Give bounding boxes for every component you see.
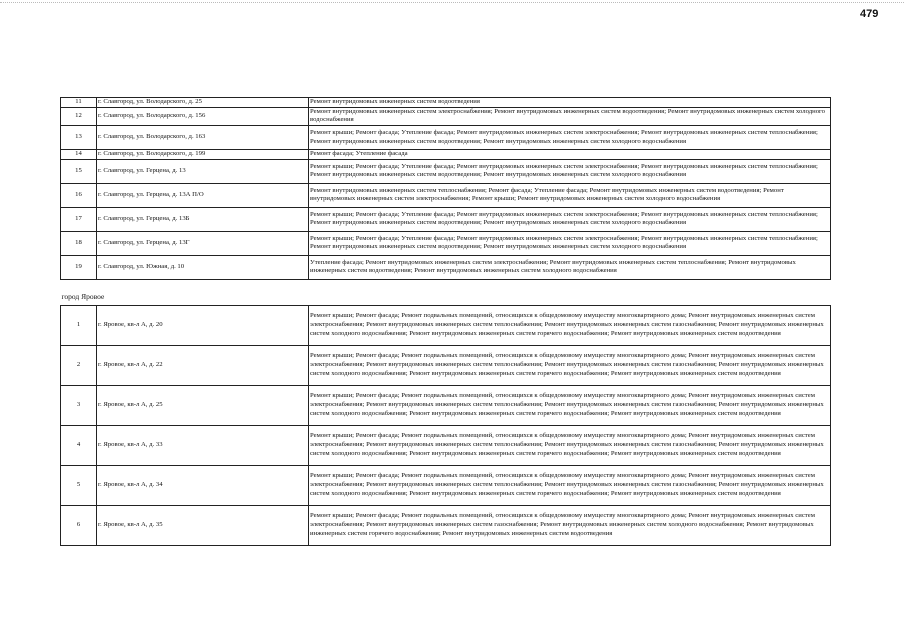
- works-cell: Ремонт крыши; Ремонт фасада; Утепление фасада; Ремонт внутридомовых инженерных систем электроснабжения; Ремонт внутридомовых инженерных систем теплоснабжения; Ремонт внутридомовых инженерных систем водоотведения; Ремонт внутридомовых инженерных систем холодного водоснабжения: [309, 231, 831, 255]
- table-row: [61, 425, 831, 465]
- table-row: [61, 385, 831, 425]
- row-number-cell: 17: [61, 207, 97, 231]
- works-cell: Ремонт крыши; Ремонт фасада; Утепление фасада; Ремонт внутридомовых инженерных систем электроснабжения; Ремонт внутридомовых инженерных систем теплоснабжения; Ремонт внутридомовых инженерных систем водоотведения; Ремонт внутридомовых инженерных систем холодного водоснабжения: [309, 126, 831, 150]
- address-cell: г. Яровое, кв-л А, д. 33: [97, 425, 309, 465]
- city-section-label: город Яровое: [61, 279, 831, 305]
- row-number-cell: 3: [61, 385, 97, 425]
- works-cell: Ремонт внутридомовых инженерных систем водоотведения: [309, 98, 831, 108]
- works-cell: Ремонт крыши; Ремонт фасада; Ремонт подвальных помещений, относящихся к общедомовому имуществу многоквартирного дома; Ремонт внутридомовых инженерных систем электроснабжения; Ремонт внутридомовых инженерных систем теплоснабжения; Ремонт внутридомовых инженерных систем газоснабжения; Ремонт внутридомовых инженерных систем холодного водоснабжения; Ремонт внутридомовых инженерных систем горячего водоснабжения; Ремонт внутридомовых инженерных систем водоотведения: [309, 305, 831, 345]
- table-row: [61, 159, 831, 183]
- row-number-cell: 12: [61, 107, 97, 125]
- row-number-cell: 15: [61, 159, 97, 183]
- repair-works-table: [60, 97, 831, 546]
- table-row: [61, 255, 831, 279]
- address-cell: г. Славгород, ул. Южная, д. 10: [97, 255, 309, 279]
- row-number-cell: 4: [61, 425, 97, 465]
- works-cell: Ремонт крыши; Ремонт фасада; Ремонт подвальных помещений, относящихся к общедомовому имуществу многоквартирного дома; Ремонт внутридомовых инженерных систем электроснабжения; Ремонт внутридомовых инженерных систем теплоснабжения; Ремонт внутридомовых инженерных систем газоснабжения; Ремонт внутридомовых инженерных систем холодного водоснабжения; Ремонт внутридомовых инженерных систем горячего водоснабжения; Ремонт внутридомовых инженерных систем водоотведения: [309, 385, 831, 425]
- address-cell: г. Славгород, ул. Герцена, д. 13А П/О: [97, 183, 309, 207]
- works-cell: Ремонт внутридомовых инженерных систем электроснабжения; Ремонт внутридомовых инженерных систем водоотведения; Ремонт внутридомовых инженерных систем холодного водоснабжения: [309, 107, 831, 125]
- row-number-cell: 13: [61, 126, 97, 150]
- address-cell: г. Славгород, ул. Герцена, д. 13Б: [97, 207, 309, 231]
- address-cell: г. Славгород, ул. Герцена, д. 13Г: [97, 231, 309, 255]
- table-row: [61, 150, 831, 160]
- address-cell: г. Яровое, кв-л А, д. 35: [97, 505, 309, 545]
- row-number-cell: 16: [61, 183, 97, 207]
- row-number-cell: 18: [61, 231, 97, 255]
- row-number-cell: 11: [61, 98, 97, 108]
- address-cell: г. Славгород, ул. Володарского, д. 199: [97, 150, 309, 160]
- address-cell: г. Яровое, кв-л А, д. 22: [97, 345, 309, 385]
- works-cell: Ремонт крыши; Ремонт фасада; Ремонт подвальных помещений, относящихся к общедомовому имуществу многоквартирного дома; Ремонт внутридомовых инженерных систем электроснабжения; Ремонт внутридомовых инженерных систем теплоснабжения; Ремонт внутридомовых инженерных систем газоснабжения; Ремонт внутридомовых инженерных систем холодного водоснабжения; Ремонт внутридомовых инженерных систем горячего водоснабжения; Ремонт внутридомовых инженерных систем водоотведения: [309, 345, 831, 385]
- row-number-cell: 1: [61, 305, 97, 345]
- row-number-cell: 5: [61, 465, 97, 505]
- repair-works-table-body: [61, 98, 831, 546]
- top-dotted-rule: [0, 2, 904, 3]
- table-row: [61, 465, 831, 505]
- table-row: [61, 98, 831, 108]
- table-row: [61, 505, 831, 545]
- address-cell: г. Яровое, кв-л А, д. 34: [97, 465, 309, 505]
- table-row: [61, 305, 831, 345]
- address-cell: г. Славгород, ул. Володарского, д. 163: [97, 126, 309, 150]
- address-cell: г. Яровое, кв-л А, д. 25: [97, 385, 309, 425]
- address-cell: г. Славгород, ул. Володарского, д. 25: [97, 98, 309, 108]
- table-row: [61, 345, 831, 385]
- works-cell: Ремонт внутридомовых инженерных систем теплоснабжения; Ремонт фасада; Утепление фасада; Ремонт внутридомовых инженерных систем водоотведения; Ремонт внутридомовых инженерных систем электроснабжения; Ремонт крыши; Ремонт внутридомовых инженерных систем холодного водоснабжения: [309, 183, 831, 207]
- works-cell: Ремонт фасада; Утепление фасада: [309, 150, 831, 160]
- works-cell: Ремонт крыши; Ремонт фасада; Ремонт подвальных помещений, относящихся к общедомовому имуществу многоквартирного дома; Ремонт внутридомовых инженерных систем электроснабжения; Ремонт внутридомовых инженерных систем теплоснабжения; Ремонт внутридомовых инженерных систем газоснабжения; Ремонт внутридомовых инженерных систем холодного водоснабжения; Ремонт внутридомовых инженерных систем горячего водоснабжения; Ремонт внутридомовых инженерных систем водоотведения: [309, 465, 831, 505]
- row-number-cell: 14: [61, 150, 97, 160]
- works-cell: Ремонт крыши; Ремонт фасада; Ремонт подвальных помещений, относящихся к общедомовому имуществу многоквартирного дома; Ремонт внутридомовых инженерных систем электроснабжения; Ремонт внутридомовых инженерных систем газоснабжения; Ремонт внутридомовых инженерных систем холодного водоснабжения; Ремонт внутридомовых инженерных систем горячего водоснабжения; Ремонт внутридомовых инженерных систем водоотведения: [309, 505, 831, 545]
- city-section-row: [61, 279, 831, 305]
- page-number: 479: [860, 8, 879, 20]
- table-row: [61, 231, 831, 255]
- works-cell: Утепление фасада; Ремонт внутридомовых инженерных систем электроснабжения; Ремонт внутридомовых инженерных систем теплоснабжения; Ремонт внутридомовых инженерных систем водоотведения; Ремонт внутридомовых инженерных систем холодного водоснабжения: [309, 255, 831, 279]
- address-cell: г. Яровое, кв-л А, д. 20: [97, 305, 309, 345]
- address-cell: г. Славгород, ул. Володарского, д. 156: [97, 107, 309, 125]
- row-number-cell: 6: [61, 505, 97, 545]
- table-row: [61, 107, 831, 125]
- works-cell: Ремонт крыши; Ремонт фасада; Утепление фасада; Ремонт внутридомовых инженерных систем электроснабжения; Ремонт внутридомовых инженерных систем теплоснабжения; Ремонт внутридомовых инженерных систем водоотведения; Ремонт внутридомовых инженерных систем холодного водоснабжения: [309, 159, 831, 183]
- works-cell: Ремонт крыши; Ремонт фасада; Ремонт подвальных помещений, относящихся к общедомовому имуществу многоквартирного дома; Ремонт внутридомовых инженерных систем электроснабжения; Ремонт внутридомовых инженерных систем теплоснабжения; Ремонт внутридомовых инженерных систем газоснабжения; Ремонт внутридомовых инженерных систем холодного водоснабжения; Ремонт внутридомовых инженерных систем горячего водоснабжения; Ремонт внутридомовых инженерных систем водоотведения: [309, 425, 831, 465]
- table-row: [61, 126, 831, 150]
- row-number-cell: 19: [61, 255, 97, 279]
- address-cell: г. Славгород, ул. Герцена, д. 13: [97, 159, 309, 183]
- row-number-cell: 2: [61, 345, 97, 385]
- table-row: [61, 183, 831, 207]
- works-cell: Ремонт крыши; Ремонт фасада; Утепление фасада; Ремонт внутридомовых инженерных систем электроснабжения; Ремонт внутридомовых инженерных систем теплоснабжения; Ремонт внутридомовых инженерных систем водоотведения; Ремонт внутридомовых инженерных систем холодного водоснабжения: [309, 207, 831, 231]
- table-row: [61, 207, 831, 231]
